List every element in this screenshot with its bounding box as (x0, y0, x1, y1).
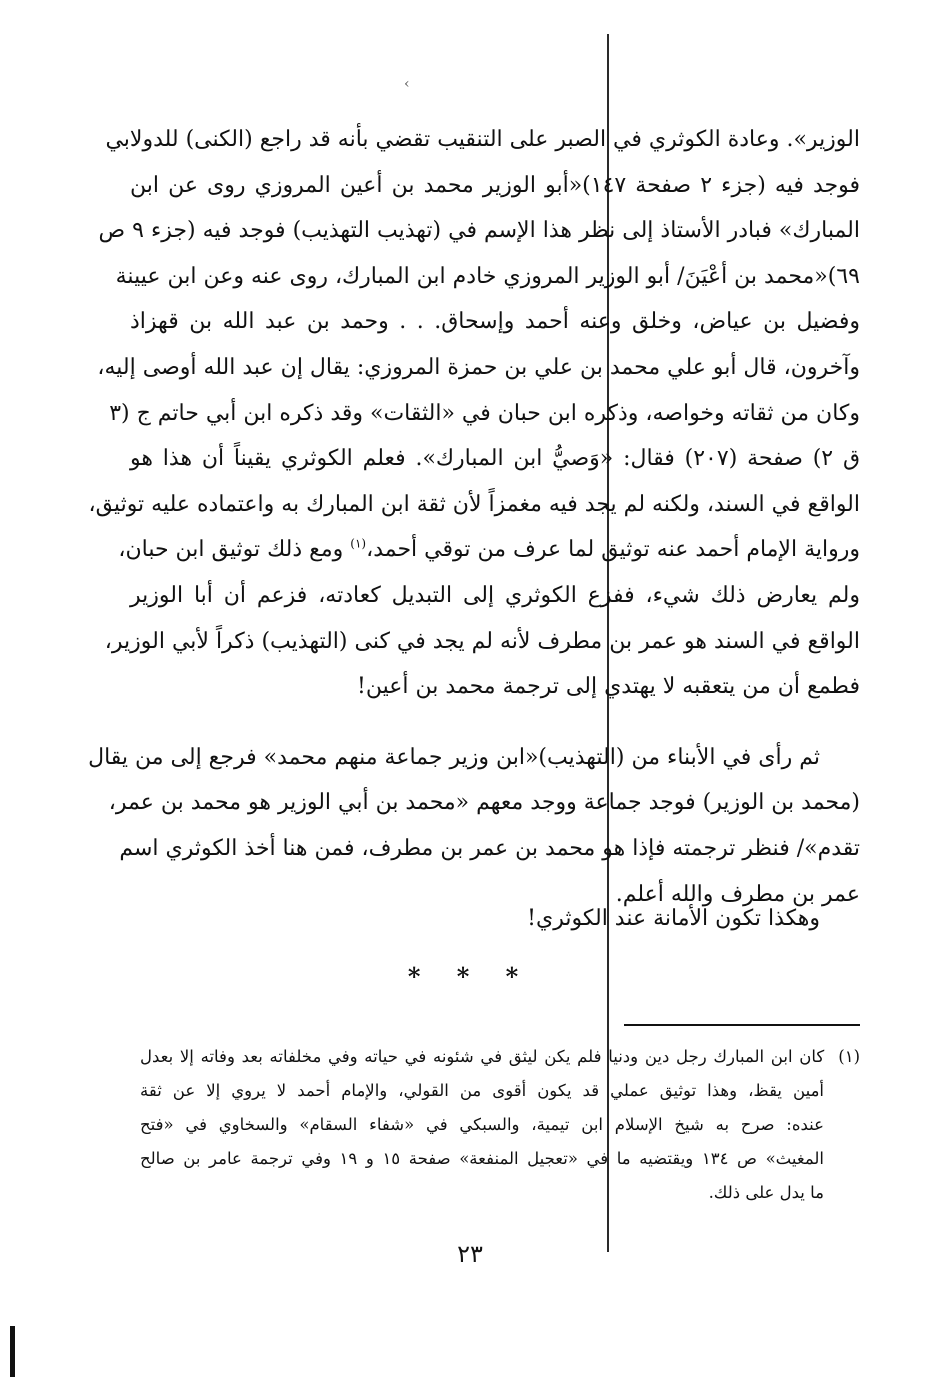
text-line: ثم رأى في الأبناء من (التهذيب)«ابن وزير جماعة منهم محمد» فرجع إلى من يقال (88, 744, 820, 770)
text-line: وكان من ثقاته وخواصه، وذكره ابن حبان في «الثقات» وقد ذكره ابن أبي حاتم ج (٣ (109, 400, 860, 426)
text-segment: ومع ذلك توثيق ابن حبان، (118, 537, 351, 563)
text-line: تقدم»/ فنظر ترجمته فإذا هو محمد بن عمر بن مطرف، فمن هنا أخذ الكوثري اسم (119, 835, 860, 861)
text-line: ٦٩)«محمد بن أعْيَنَ/ أبو الوزير المروزي خادم ابن المبارك، روى عنه وعن ابن عيينة (115, 263, 860, 289)
text-line: ق ٢) صفحة (٢٠٧) فقال: «وَصيُّ ابن المبارك». فعلم الكوثري يقيناً أن هذا هو (130, 446, 861, 472)
text-segment: ورواية الإمام أحمد عنه توثيق لما عرف من توقي أحمد، (366, 537, 860, 563)
page-number: ٢٣ (457, 1240, 483, 1268)
footnote-marker: (١) (838, 1047, 860, 1066)
section-separator: * * * (407, 962, 533, 991)
text-line: عمر بن مطرف والله أعلم. (615, 881, 860, 907)
closing-line: وهكذا تكون الأمانة عند الكوثري! (527, 906, 820, 931)
footnote-text: كان ابن المبارك رجل دين ودنيا فلم يكن ليثق في شئونه في حياته وفي مخلفاته بعد وفاته إلا بعدل (140, 1047, 825, 1066)
text-line: الواقع في السند هو عمر بن مطرف لأنه لم يجد في كنى (التهذيب) ذكراً لأبي الوزير، (104, 628, 860, 654)
footnote-rule (624, 1024, 860, 1026)
paragraph-gap (130, 710, 860, 735)
text-line: ولم يعارض ذلك شيء، ففزع الكوثري إلى التبديل كعادته، فزعم أن أبا الوزير (130, 582, 860, 608)
text-line: فوجد فيه (جزء ٢ صفحة ١٤٧)«أبو الوزير محمد بن أعين المروزي روى عن ابن (130, 172, 860, 198)
main-text (88, 117, 861, 917)
page-edge-mark (10, 1326, 15, 1377)
text-line: وآخرون، قال أبو علي محمد بن علي بن حمزة المروزي: يقال إن عبد الله أوصى إليه، (97, 354, 860, 380)
footnotes (140, 1040, 860, 1210)
scan-speck: ‹ (404, 76, 410, 92)
text-line: (محمد بن الوزير) فوجد جماعة ووجد معهم «محمد بن أبي الوزير هو محمد بن عمر، (108, 790, 860, 816)
text-line: الواقع في السند، ولكنه لم يجد فيه مغمزاً لأن ثقة ابن المبارك به واعتماده عليه توثيق، (88, 491, 860, 517)
footnote-line: عنده: صرح به شيخ الإسلام ابن تيمية، والسبكي في «شفاء السقام» والسخاوي في «فتح (140, 1115, 824, 1134)
text-line: وفضيل بن عياض، وخلق وعنه أحمد وإسحاق. . . وحمد بن عبد الله بن قهزاذ (130, 309, 860, 335)
footnote-line (140, 1040, 860, 1074)
text-line: المبارك» فبادر الأستاذ إلى نظر هذا الإسم في (تهذيب التهذيب) فوجد فيه (جزء ٩ ص (98, 218, 860, 244)
footnote-line: المغيث» ص ١٣٤ ويقتضيه ما في «تعجيل المنفعة» صفحة ١٥ و ١٩ وفي ترجمة عامر بن صالح (140, 1149, 824, 1168)
footnote-line: ما يدل على ذلك. (708, 1183, 824, 1202)
footnote-line: أمين يقظ، وهذا توثيق عملي قد يكون أقوى من القولي، والإمام أحمد لا يروي إلا عن ثقة (140, 1081, 824, 1100)
footnote-reference[interactable]: (١) (350, 537, 367, 552)
text-line: فطمع أن من يتعقبه لا يهتدي إلى ترجمة محمد بن أعين! (357, 674, 860, 700)
text-line-with-footnote-ref (118, 527, 860, 573)
text-line: الوزير». وعادة الكوثري في الصبر على التنقيب تقضي بأنه قد راجع (الكنى) للدولابي (105, 127, 860, 152)
